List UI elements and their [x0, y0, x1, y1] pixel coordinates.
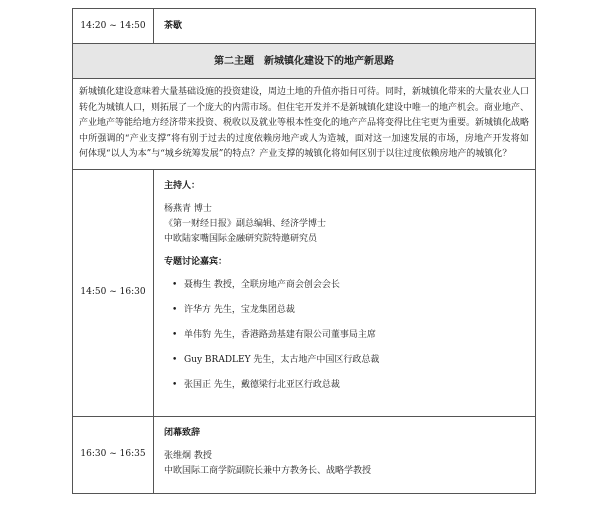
panel-label: 专题讨论嘉宾：	[164, 256, 228, 267]
closing-row	[73, 416, 536, 493]
host-name: 杨燕青 博士	[164, 203, 212, 214]
session-row	[73, 169, 536, 416]
tea-break-label: 茶歇	[154, 9, 536, 44]
host-label: 主持人：	[164, 180, 201, 191]
bullet-icon: •	[172, 329, 178, 340]
theme-row	[73, 44, 536, 79]
closing-label: 闭幕致辞	[164, 427, 201, 438]
session-content	[154, 169, 536, 416]
list-item: • 张国正 先生，戴德梁行北亚区行政总裁	[172, 378, 525, 393]
tea-break-time: 14:20 ~ 14:50	[73, 9, 154, 44]
closing-time: 16:30 ~ 16:35	[73, 416, 154, 493]
bullet-icon: •	[172, 354, 178, 365]
list-item: • 聂梅生 教授，全联房地产商会创会会长	[172, 278, 525, 293]
intro-row	[73, 79, 536, 170]
bullet-icon: •	[172, 279, 178, 290]
agenda-table	[72, 8, 536, 494]
bullet-icon: •	[172, 379, 178, 390]
bullet-icon: •	[172, 304, 178, 315]
panel-list	[164, 278, 525, 393]
host-title: 《第一财经日报》副总编辑、经济学博士	[164, 218, 327, 229]
tea-break-row	[73, 9, 536, 44]
theme-title: 第二主题 新城镇化建设下的地产新思路	[73, 44, 536, 79]
closing-speaker-title: 中欧国际工商学院副院长兼中方教务长、战略学教授	[164, 465, 372, 476]
intro-text: 新城镇化建设意味着大量基础设施的投资建设，周边土地的升值亦指日可待。同时，新城镇化带来的大量农业人口转化为城镇人口，则拓展了一个庞大的内需市场。但住宅开发并不是新城镇化建设中唯一的地产机会。商业地产、产业地产等能给地方经济带来投资、税收以及就业等根本性变化的地产产品将变得比住宅更为重要。新城镇化战略中所强调的“产业支撑”将有别于过去的过度依赖房地产或人为造城，面对这一加速发展的市场，房地产开发将如何体现“以人为本”与“城乡统筹发展”的特点？产业支撑的城镇化将如何区别于以往过度依赖房地产的城镇化？	[73, 79, 536, 170]
host-affiliation: 中欧陆家嘴国际金融研究院特邀研究员	[164, 233, 318, 244]
list-item: • Guy BRADLEY 先生，太古地产中国区行政总裁	[172, 353, 525, 368]
list-item: • 单伟豹 先生，香港路劲基建有限公司董事局主席	[172, 328, 525, 343]
list-item: • 许华方 先生，宝龙集团总裁	[172, 303, 525, 318]
session-time: 14:50 ~ 16:30	[73, 169, 154, 416]
closing-content	[154, 416, 536, 493]
closing-speaker: 张维炯 教授	[164, 450, 212, 461]
